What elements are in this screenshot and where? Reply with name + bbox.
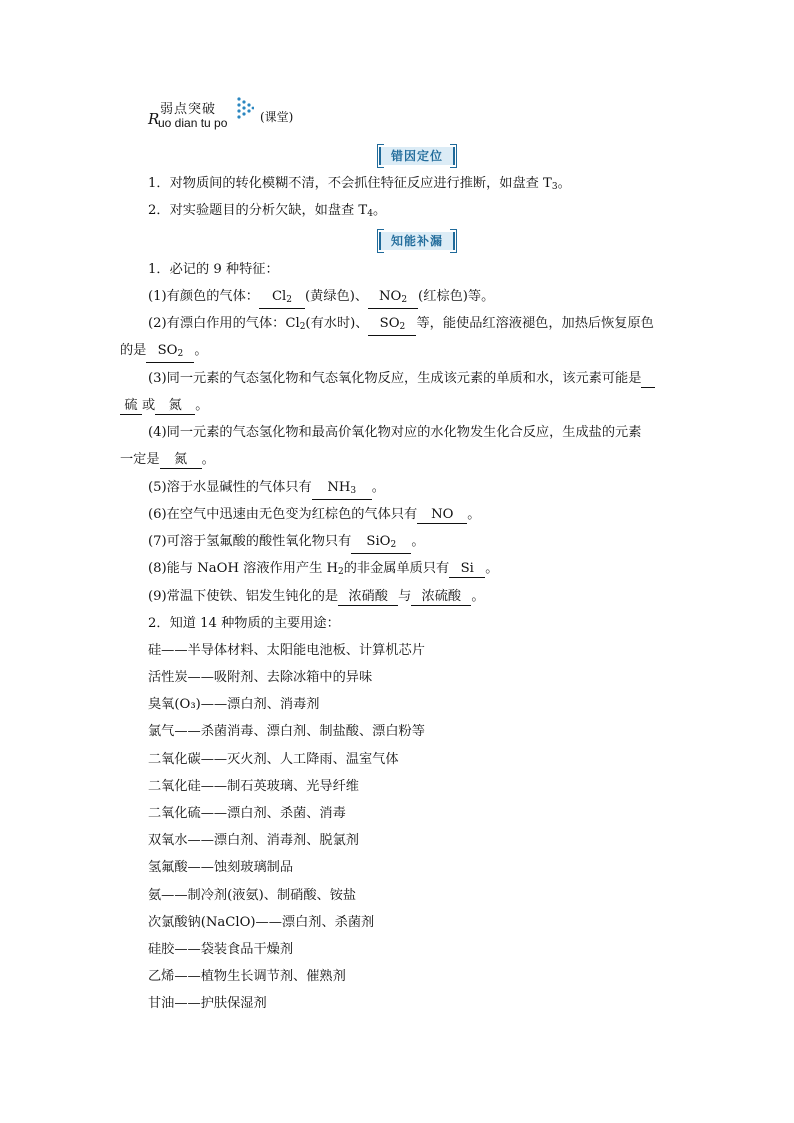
answer-blank: $Cl_2$ [259, 289, 305, 309]
list-item: 氢氟酸——蚀刻玻璃制品 [148, 860, 294, 875]
tag-knowledge-fill: 知能补漏 [379, 232, 455, 250]
list-item: 乙烯——植物生长调节剂、催熟剂 [148, 969, 346, 984]
heading-fourteen-uses: 2．知道 14 种物质的主要用途： [148, 616, 340, 631]
feature-1: (1)有颜色的气体： $Cl_2$ (黄绿色)、 $NO_2$ (红棕色)等。 [148, 287, 494, 309]
feature-3: (3)同一元素的气态氢化物和气态氧化物反应，生成该元素的单质和水，该元素可能是 [148, 369, 655, 389]
answer-blank: Si [449, 561, 485, 578]
list-item: 双氧水——漂白剂、消毒剂、脱氯剂 [148, 833, 359, 848]
feature-4: (4)同一元素的气态氢化物和最高价氧化物对应的水化物发生化合反应，生成盐的元素 [148, 425, 642, 440]
answer-blank: 硫 [120, 398, 142, 415]
list-item: 二氧化碳——灭火剂、人工降雨、温室气体 [148, 752, 399, 767]
feature-3-cont: 硫 或 氮 。 [120, 396, 208, 416]
answer-blank: $NH_3$ [312, 480, 372, 500]
section-header [148, 96, 348, 136]
tag-error-cause: 错因定位 [379, 147, 455, 165]
answer-blank: 氮 [155, 398, 195, 415]
list-item: 臭氧(O₃)——漂白剂、消毒剂 [148, 697, 320, 712]
list-item: 二氧化硫——漂白剂、杀菌、消毒 [148, 806, 346, 821]
answer-blank: $SO_2$ [146, 343, 194, 363]
header-title: 弱点突破 [160, 102, 217, 117]
list-item: 次氯酸钠(NaClO)——漂白剂、杀菌剂 [148, 915, 375, 930]
list-item: 氨——制冷剂(液氨)、制硝酸、铵盐 [148, 888, 357, 903]
heading-nine-features: 1．必记的 9 种特征： [148, 262, 279, 277]
answer-blank: 浓硫酸 [411, 589, 471, 606]
answer-blank: 氮 [160, 452, 202, 469]
list-item: 硅胶——袋装食品干燥剂 [148, 942, 294, 957]
error-item-2: 2．对实验题目的分析欠缺，如盘查 $T_4$。 [148, 203, 387, 219]
header-ketang: (课堂) [260, 110, 294, 124]
list-item: 硅——半导体材料、太阳能电池板、计算机芯片 [148, 643, 425, 658]
list-item: 二氧化硅——制石英玻璃、光导纤维 [148, 779, 359, 794]
answer-blank: 浓硝酸 [338, 589, 398, 606]
feature-2: (2)有漂白作用的气体：$Cl_2$(有水时)、 $SO_2$ 等，能使品红溶液褪色，加热后恢复原色 [148, 314, 654, 337]
error-item-1: 1．对物质间的转化模糊不清，不会抓住特征反应进行推断，如盘查 $T_3$。 [148, 176, 571, 192]
answer-blank: NO [417, 507, 467, 524]
answer-blank: $NO_2$ [368, 289, 418, 309]
feature-2-cont: 的是 $SO_2$ 。 [120, 341, 208, 363]
feature-8: (8)能与 NaOH 溶液作用产生 $H_2$的非金属单质只有 Si 。 [148, 561, 499, 577]
feature-6: (6)在空气中迅速由无色变为红棕色的气体只有 NO 。 [148, 507, 481, 522]
answer-blank: SiO$_2$ [351, 534, 411, 554]
header-r-letter: R [148, 110, 160, 128]
feature-7: (7)可溶于氢氟酸的酸性氧化物只有 SiO$_2$ 。 [148, 532, 425, 554]
list-item: 甘油——护肤保湿剂 [148, 996, 267, 1011]
list-item: 氯气——杀菌消毒、漂白剂、制盐酸、漂白粉等 [148, 724, 425, 739]
list-item: 活性炭——吸附剂、去除冰箱中的异味 [148, 670, 373, 685]
feature-9: (9)常温下使铁、铝发生钝化的是 浓硝酸 与 浓硫酸 。 [148, 589, 485, 604]
feature-5: (5)溶于水显碱性的气体只有 $NH_3$ 。 [148, 478, 385, 500]
chevron-arrows-icon [236, 96, 254, 124]
feature-4-cont: 一定是 氮 。 [120, 452, 215, 467]
answer-blank: $SO_2$ [368, 316, 416, 336]
header-pinyin: uo dian tu po [158, 116, 228, 130]
